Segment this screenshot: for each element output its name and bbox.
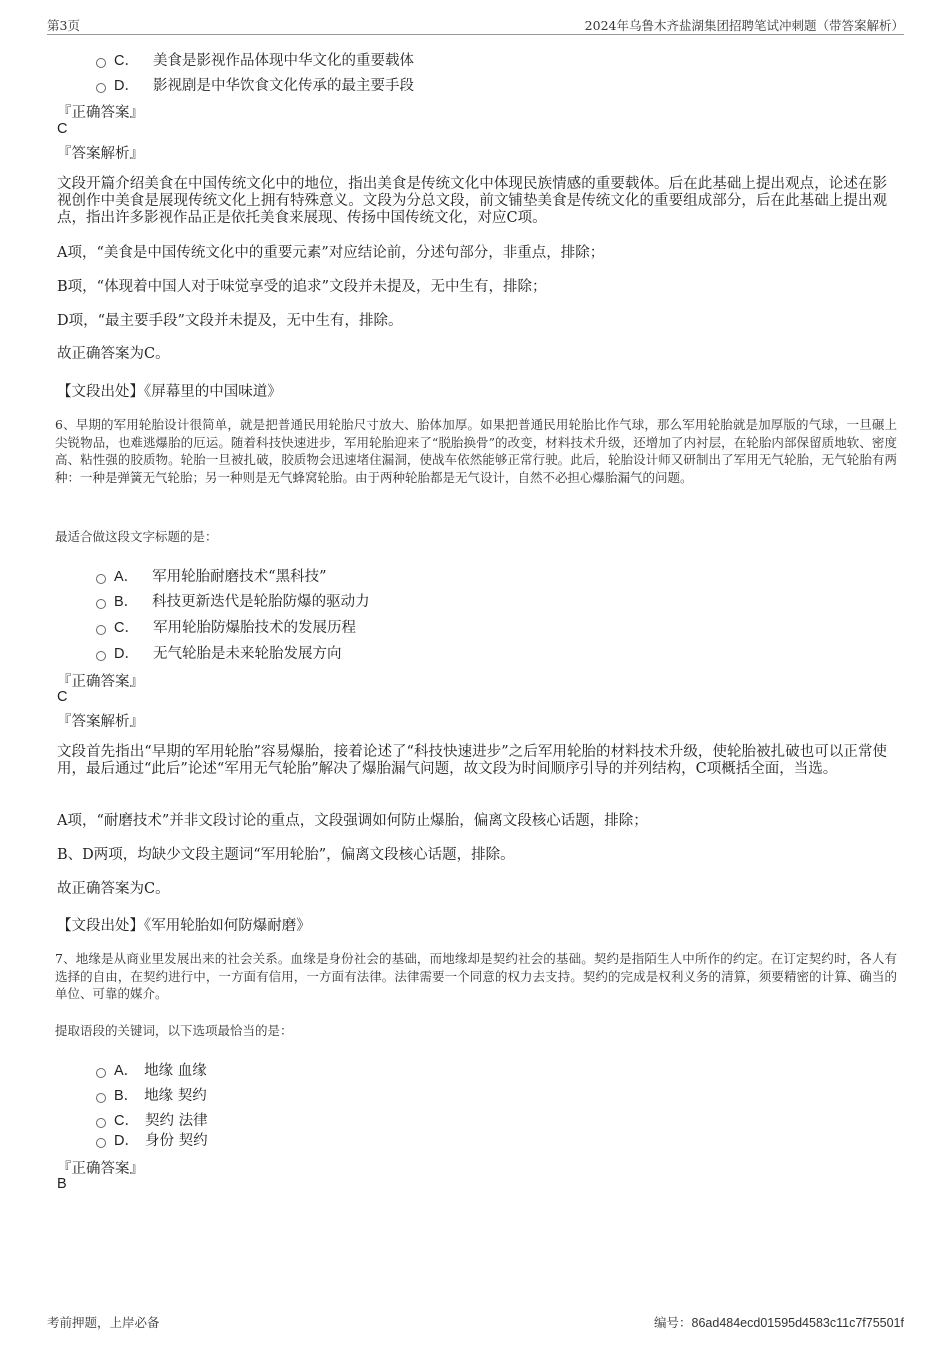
- footer-code-value: 86ad484ecd01595d4583c11c7f75501f: [691, 1316, 904, 1330]
- radio-icon[interactable]: [96, 1138, 106, 1148]
- q7-option-b[interactable]: B． 地缘 契约: [96, 1084, 207, 1105]
- q6-conclusion: 故正确答案为C。: [57, 881, 170, 897]
- q7-answer-label: 『正确答案』: [57, 1161, 144, 1177]
- radio-icon[interactable]: [96, 625, 106, 635]
- radio-icon[interactable]: [96, 1118, 106, 1128]
- q5-conclusion: 故正确答案为C。: [57, 346, 170, 362]
- q6-answer-value: C: [57, 689, 68, 705]
- q7-option-d[interactable]: D． 身份 契约: [96, 1129, 208, 1150]
- q6-source: 【文段出处】《军用轮胎如何防爆耐磨》: [57, 918, 311, 934]
- radio-icon[interactable]: [96, 599, 106, 609]
- footer-code-label: 编号：: [654, 1315, 692, 1330]
- radio-icon[interactable]: [96, 83, 106, 93]
- page-header: [47, 14, 904, 35]
- q5-analysis-label: 『答案解析』: [57, 146, 144, 162]
- q5-analysis-a: A项，“美食是中国传统文化中的重要元素”对应结论前，分述句部分，非重点，排除；: [57, 245, 605, 261]
- footer-slogan: 考前押题，上岸必备: [47, 1315, 160, 1330]
- q5-source: 【文段出处】《屏幕里的中国味道》: [57, 384, 282, 400]
- q6-answer-label: 『正确答案』: [57, 674, 144, 690]
- q6-option-a[interactable]: A． 军用轮胎耐磨技术“黑科技”: [96, 565, 327, 586]
- q6-stem: 6、早期的军用轮胎设计很简单，就是把普通民用轮胎尺寸放大、胎体加厚。如果把普通民用轮胎比作气球，那么军用轮胎就是加厚版的气球，一旦碾上尖锐物品，也难逃爆胎的厄运。随着科技快速进步，军用轮胎迎来了“脱胎换骨”的改变，材料技术升级，还增加了内衬层，在轮胎内部保留质地软、密度高、粘性强的胶质物。轮胎一旦被扎破，胶质物会迅速堵住漏洞，使战车依然能够正常行驶。此后，轮胎设计师又研制出了军用无气轮胎，无气轮胎有两种：一种是弹簧无气轮胎；另一种则是无气蜂窝轮胎。由于两种轮胎都是无气设计，自然不必担心爆胎漏气的问题。: [55, 417, 897, 485]
- q7-option-a[interactable]: A． 地缘 血缘: [96, 1059, 207, 1080]
- q6-option-d[interactable]: D． 无气轮胎是未来轮胎发展方向: [96, 642, 341, 663]
- q6-analysis-bd: B、D两项，均缺少文段主题词“军用轮胎”，偏离文段核心话题，排除。: [57, 847, 515, 863]
- q5-option-d[interactable]: D． 影视剧是中华饮食文化传承的最主要手段: [96, 74, 414, 95]
- radio-icon[interactable]: [96, 1093, 106, 1103]
- radio-icon[interactable]: [96, 58, 106, 68]
- q5-analysis-b: B项，“体现着中国人对于味觉享受的追求”文段并未提及，无中生有，排除；: [57, 279, 547, 295]
- q5-answer-value: C: [57, 121, 68, 137]
- document-title: 2024年乌鲁木齐盐湖集团招聘笔试冲刺题（带答案解析）: [584, 18, 904, 33]
- q6-option-b[interactable]: B． 科技更新迭代是轮胎防爆的驱动力: [96, 590, 370, 611]
- q7-answer-value: B: [57, 1176, 67, 1192]
- q7-question: 提取语段的关键词，以下选项最恰当的是：: [55, 1023, 293, 1038]
- q7-stem: 7、地缘是从商业里发展出来的社会关系。血缘是身份社会的基础，而地缘却是契约社会的基础。契约是指陌生人中所作的约定。在订定契约时，各人有选择的自由，在契约进行中，一方面有信用，一方面有法律。法律需要一个同意的权力去支持。契约的完成是权利义务的清算，须要精密的计算、确当的单位、可靠的媒介。: [55, 951, 897, 1001]
- q6-question: 最适合做这段文字标题的是：: [55, 529, 218, 544]
- q6-analysis-a: A项，“耐磨技术”并非文段讨论的重点，文段强调如何防止爆胎，偏离文段核心话题，排除；: [57, 813, 648, 829]
- radio-icon[interactable]: [96, 651, 106, 661]
- page-footer: [47, 1313, 904, 1331]
- footer-code: [654, 1313, 904, 1331]
- q6-analysis-label: 『答案解析』: [57, 714, 144, 730]
- q5-analysis-d: D项，“最主要手段”文段并未提及，无中生有，排除。: [57, 313, 403, 329]
- q7-option-c[interactable]: C． 契约 法律: [96, 1109, 208, 1130]
- q5-analysis-paragraph: 文段开篇介绍美食在中国传统文化中的地位，指出美食是传统文化中体现民族情感的重要载体。后在此基础上提出观点，论述在影视创作中美食是展现传统文化上拥有特殊意义。文段为分总文段，前文铺垫美食是传统文化的重要组成部分，后在此基础上提出观点，指出许多影视作品正是依托美食来展现、传扬中国传统文化，对应C项。: [57, 176, 887, 226]
- q5-answer-label: 『正确答案』: [57, 105, 144, 121]
- q5-option-c[interactable]: C． 美食是影视作品体现中华文化的重要载体: [96, 49, 414, 70]
- q6-analysis-paragraph: 文段首先指出“早期的军用轮胎”容易爆胎，接着论述了“科技快速进步”之后军用轮胎的材料技术升级，使轮胎被扎破也可以正常使用，最后通过“此后”论述“军用无气轮胎”解决了爆胎漏气问题，故文段为时间顺序引导的并列结构，C项概括全面，当选。: [57, 744, 887, 777]
- radio-icon[interactable]: [96, 574, 106, 584]
- radio-icon[interactable]: [96, 1068, 106, 1078]
- q6-option-c[interactable]: C． 军用轮胎防爆胎技术的发展历程: [96, 616, 356, 637]
- page-number: 第3页: [47, 18, 80, 33]
